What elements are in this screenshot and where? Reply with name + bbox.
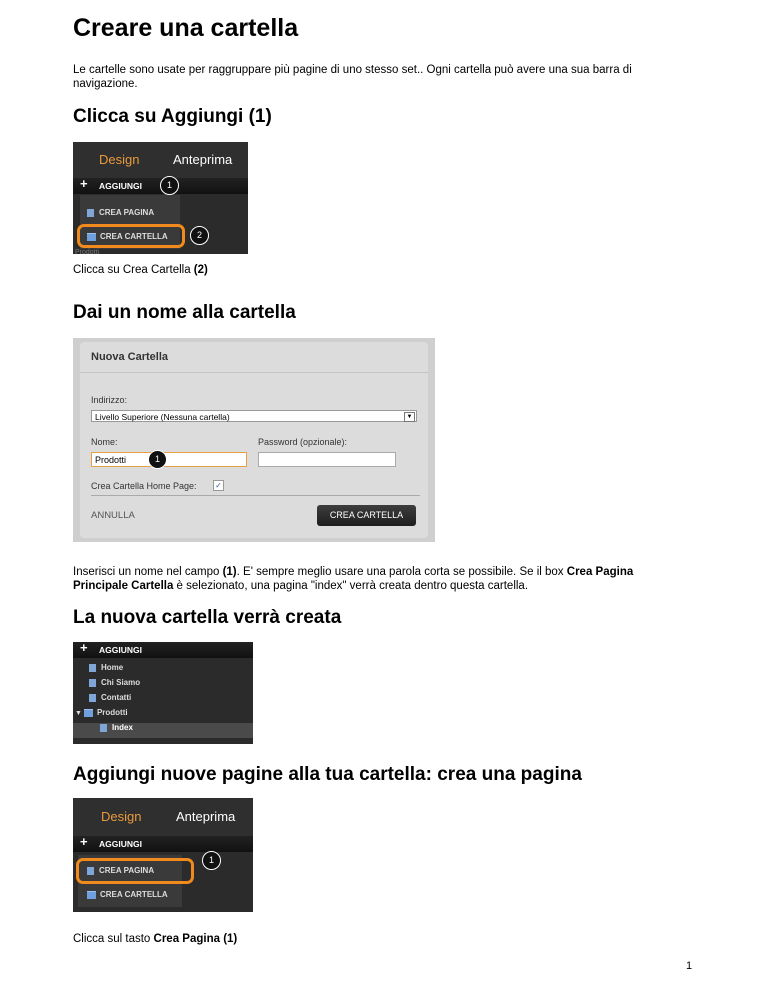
dialog-title: Nuova Cartella xyxy=(91,351,169,363)
plus-icon: + xyxy=(80,834,88,849)
homepage-label: Crea Cartella Home Page: xyxy=(91,481,197,491)
section2-caption: Inserisci un nome nel campo (1). E' sempre meglio usare una parola corta se possibile. Se il box Crea Pagina Principale Cartella è selezionato, una pagina "index" verrà creata dentro questa cartella. xyxy=(73,566,634,592)
add-button[interactable] xyxy=(73,642,253,658)
plus-icon: + xyxy=(80,176,88,191)
tree-item-contatti[interactable]: Contatti xyxy=(73,693,253,708)
name-label: Nome: xyxy=(91,437,118,447)
menu-item-create-folder[interactable]: CREA CARTELLA xyxy=(87,232,168,241)
password-label: Password (opzionale): xyxy=(258,437,348,447)
add-menu-screenshot xyxy=(73,142,248,254)
page-icon xyxy=(100,724,107,732)
tab-preview[interactable]: Anteprima xyxy=(173,152,233,167)
tab-design[interactable]: Design xyxy=(99,152,140,167)
page-icon xyxy=(89,664,96,672)
create-folder-button[interactable]: CREA CARTELLA xyxy=(317,505,416,526)
tree-item-home[interactable]: Home xyxy=(73,663,253,678)
section1-heading: Clicca su Aggiungi (1) xyxy=(73,106,272,127)
page-number: 1 xyxy=(686,960,693,972)
create-page-screenshot xyxy=(73,798,253,912)
step-badge-1: 1 xyxy=(202,851,221,870)
page-title: Creare una cartella xyxy=(73,14,299,42)
page-icon xyxy=(89,694,96,702)
password-input[interactable] xyxy=(258,452,396,467)
menu-item-create-page[interactable]: CREA PAGINA xyxy=(87,866,154,875)
tree-item-chi-siamo[interactable]: Chi Siamo xyxy=(73,678,253,693)
section3-heading: La nuova cartella verrà creata xyxy=(73,607,342,628)
name-input[interactable]: Prodotti xyxy=(91,452,247,467)
cancel-button[interactable]: ANNULLA xyxy=(91,510,135,521)
add-label: AGGIUNGI xyxy=(99,181,142,191)
homepage-checkbox[interactable]: ✓ xyxy=(213,480,224,491)
step-badge-2: 2 xyxy=(190,226,209,245)
highlight-create-folder xyxy=(77,224,185,248)
expand-triangle-icon[interactable]: ▼ xyxy=(75,710,82,717)
tree-item-index[interactable]: Index xyxy=(73,723,253,738)
page-tree-screenshot xyxy=(73,642,253,744)
dropdown-arrow-icon[interactable]: ▼ xyxy=(404,412,415,422)
step-badge-1: 1 xyxy=(160,176,179,195)
tree-item-prodotti[interactable]: ▼ Prodotti xyxy=(75,708,128,717)
address-label: Indirizzo: xyxy=(91,395,128,405)
add-label: AGGIUNGI xyxy=(99,645,142,655)
section4-caption: Clicca sul tasto Crea Pagina (1) xyxy=(73,933,238,945)
plus-icon: + xyxy=(80,642,88,655)
new-folder-dialog xyxy=(73,338,435,542)
highlight-create-page xyxy=(76,858,194,884)
step-badge-name: 1 xyxy=(148,450,167,469)
address-select[interactable]: Livello Superiore (Nessuna cartella) ▼ xyxy=(91,410,417,422)
folder-icon xyxy=(84,709,93,717)
tab-design[interactable]: Design xyxy=(101,809,142,824)
section4-heading: Aggiungi nuove pagine alla tua cartella: crea una pagina xyxy=(73,764,582,785)
menu-item-create-folder[interactable]: CREA CARTELLA xyxy=(87,890,168,899)
add-button[interactable] xyxy=(73,836,253,852)
section1-caption: Clicca su Crea Cartella (2) xyxy=(73,264,208,276)
cut-item: Prodotti xyxy=(75,249,100,254)
folder-icon xyxy=(87,891,96,899)
add-label: AGGIUNGI xyxy=(99,839,142,849)
intro-paragraph: Le cartelle sono usate per raggruppare più pagine di uno stesso set.. Ogni cartella può avere una sua barra di navigazione. xyxy=(73,64,632,90)
section2-heading: Dai un nome alla cartella xyxy=(73,302,296,323)
tab-preview[interactable]: Anteprima xyxy=(176,809,236,824)
page-icon xyxy=(89,679,96,687)
page-icon xyxy=(87,209,94,217)
menu-item-create-page[interactable]: CREA PAGINA xyxy=(87,208,154,217)
